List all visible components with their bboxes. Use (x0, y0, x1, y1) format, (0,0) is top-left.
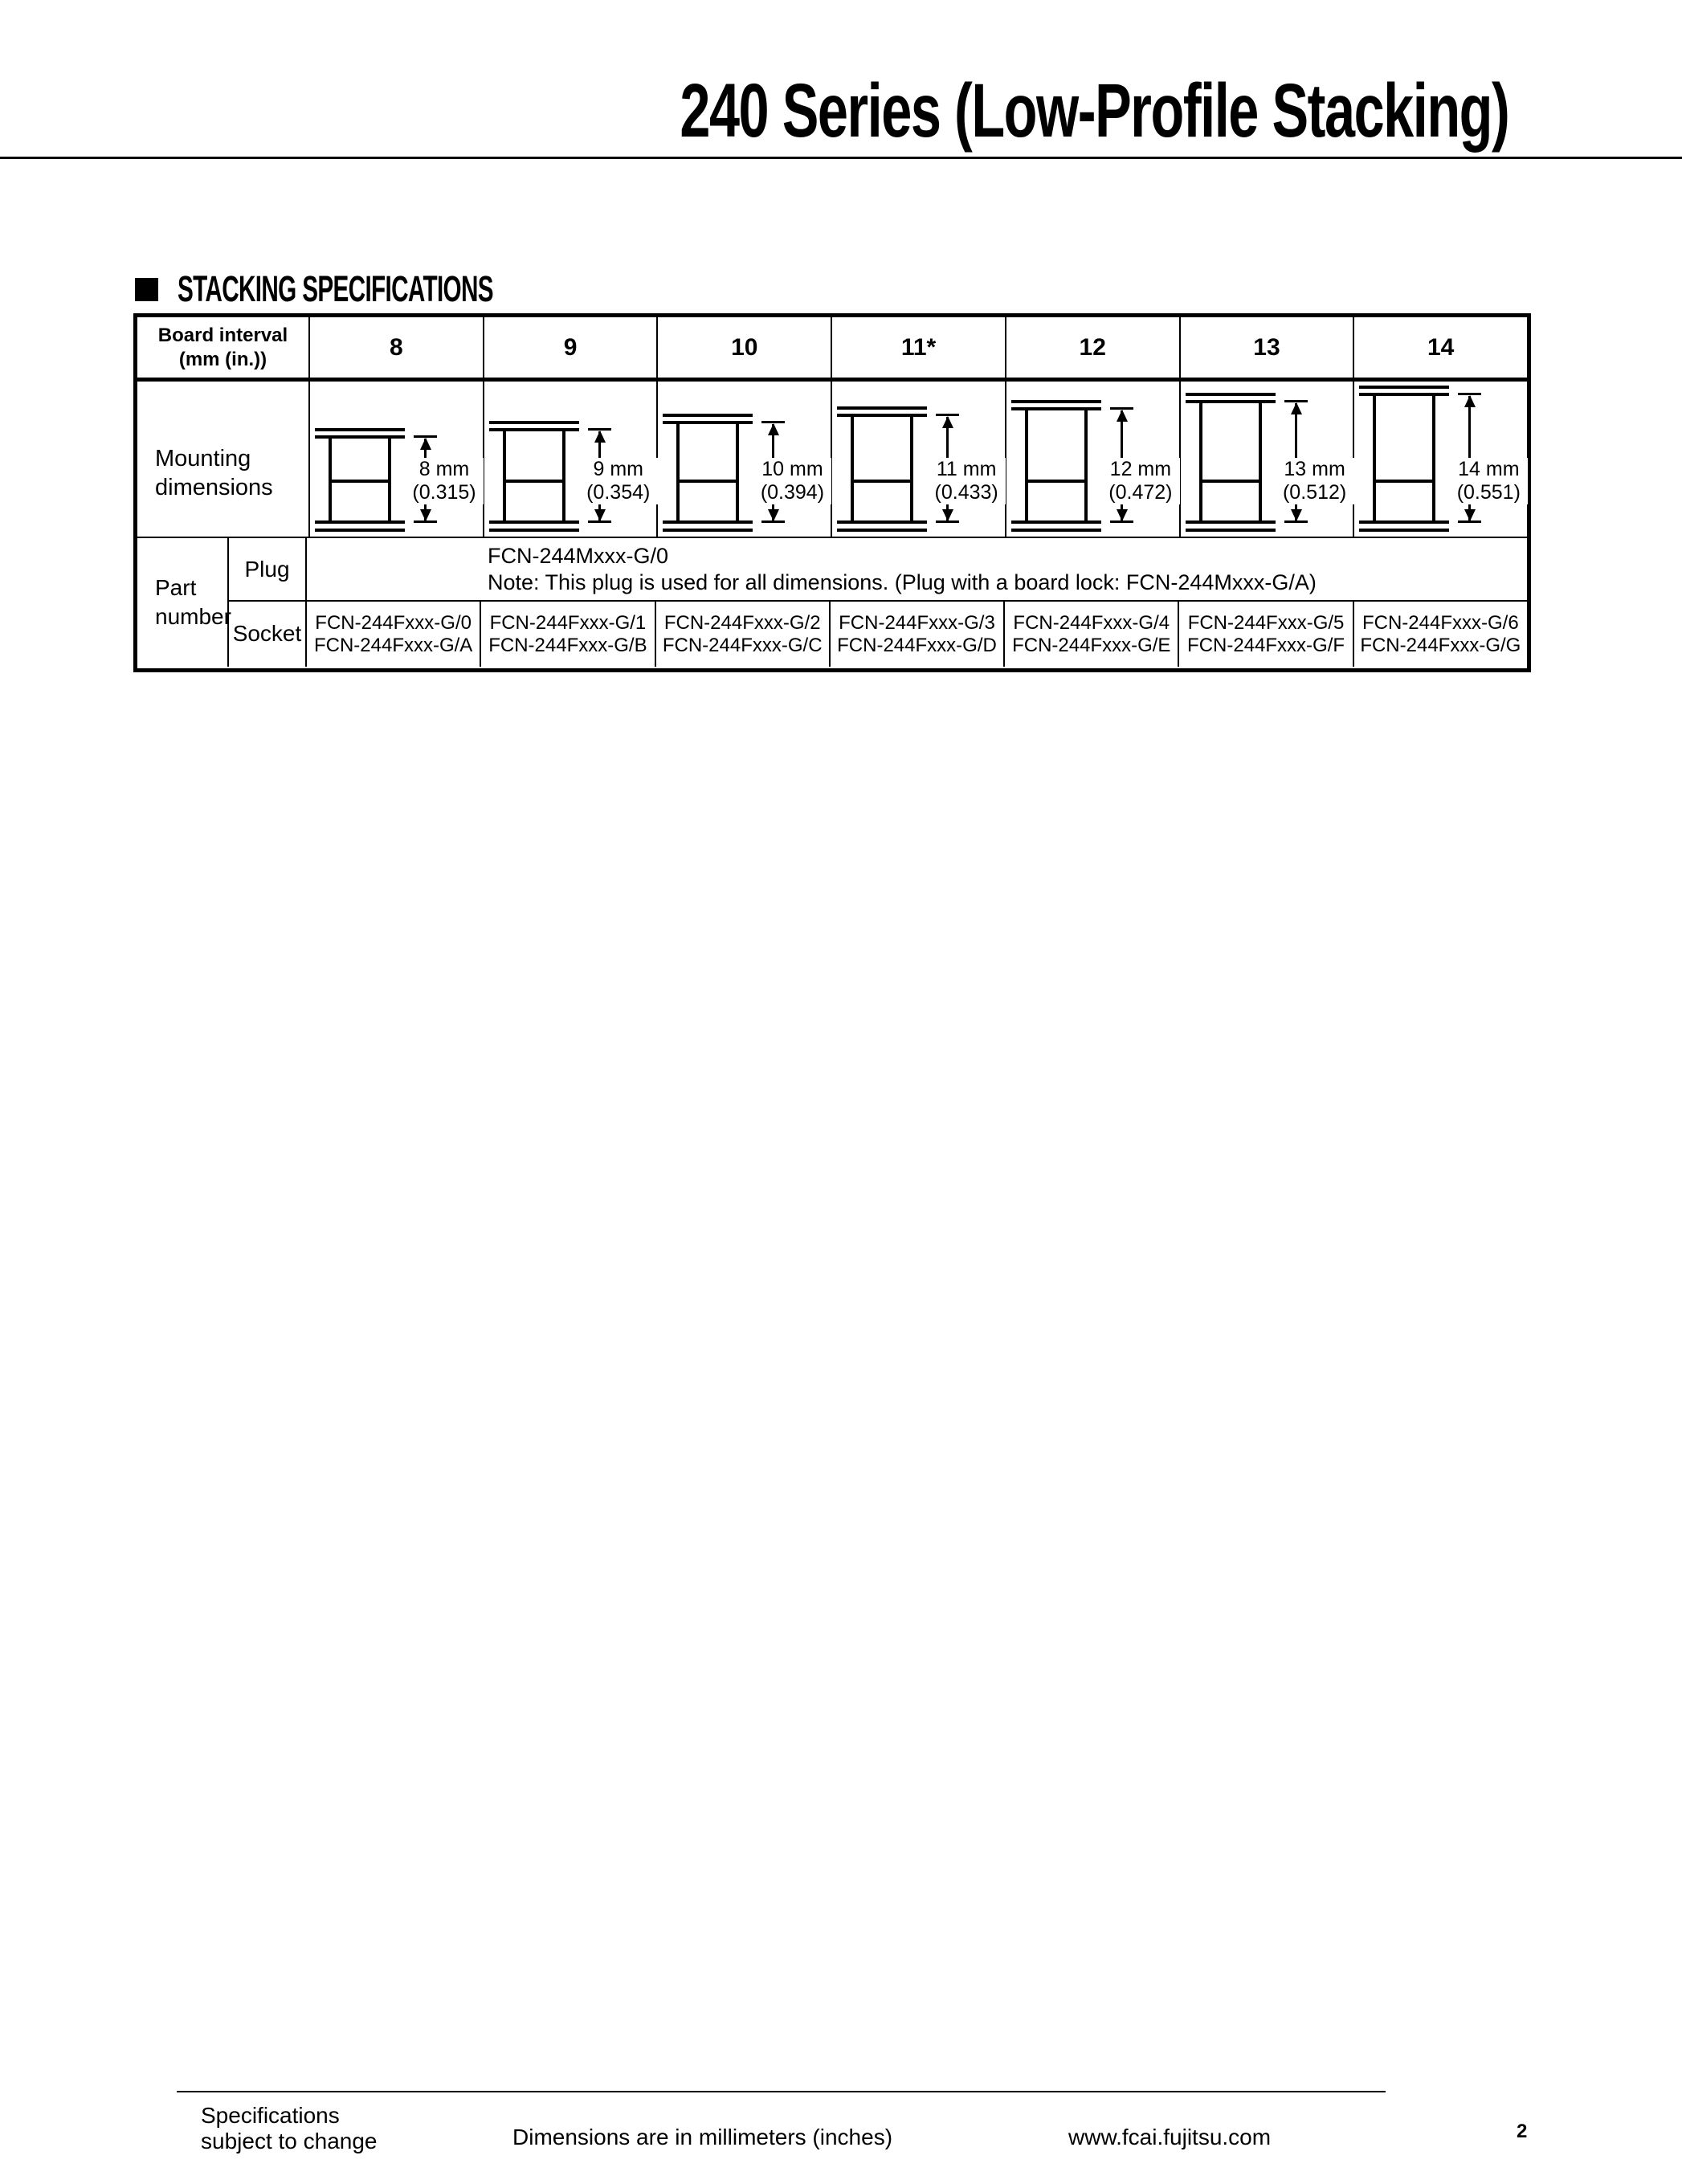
dimension-mm: 10 mm (761, 458, 823, 480)
connector-mating-line (503, 480, 565, 483)
bottom-board-line (663, 529, 753, 532)
mounting-diagram-13mm (1181, 382, 1355, 537)
top-board-line (1011, 400, 1101, 403)
dimension-mm: 9 mm (593, 458, 643, 480)
mounting-dimensions-row (137, 382, 1527, 538)
footer-disclaimer-line2: subject to change (201, 2129, 378, 2153)
top-board-line (1186, 393, 1276, 396)
connector-side (503, 431, 506, 520)
section-heading-text: STACKING SPECIFICATIONS (178, 268, 493, 309)
mounting-diagram-9mm (484, 382, 659, 537)
socket-row-label: Socket (232, 620, 302, 646)
bottom-board-line (1359, 529, 1449, 532)
part-number-rows (137, 538, 1527, 667)
dimension-mm: 13 mm (1284, 458, 1345, 480)
mounting-dimensions-label-cell (137, 382, 310, 537)
arrow-up-icon (1117, 410, 1128, 422)
dimension-inch: (0.472) (1108, 481, 1173, 504)
footer-divider (177, 2091, 1386, 2092)
dimension-label (753, 458, 831, 504)
bottom-board-line (489, 529, 579, 532)
title-divider (0, 157, 1682, 159)
socket-part-number-cell-8mm (307, 602, 481, 667)
section-heading (135, 268, 655, 310)
dimension-inch: (0.433) (934, 481, 998, 504)
socket-part-number: FCN-244Fxxx-G/G (1360, 634, 1521, 656)
dimension-mm: 8 mm (418, 458, 470, 480)
socket-part-number-cell-14mm (1354, 602, 1527, 667)
bottom-board-line (1011, 520, 1101, 524)
footer-dimensions-note: Dimensions are in millimeters (inches) (512, 2125, 893, 2149)
socket-part-number-cell-12mm (1005, 602, 1179, 667)
part-number-label-cell (137, 538, 229, 667)
socket-part-number: FCN-244Fxxx-G/6 (1362, 611, 1519, 634)
connector-side (851, 417, 854, 520)
arrow-down-icon (1117, 509, 1128, 521)
plug-part-number-cell (307, 538, 1527, 602)
dimension-inch: (0.512) (1282, 481, 1347, 504)
mounting-diagram-14mm (1354, 382, 1527, 537)
square-bullet-icon (135, 278, 158, 301)
bottom-board-line (1186, 529, 1276, 532)
stacking-specifications-table (133, 313, 1531, 672)
bottom-board-line (1186, 520, 1276, 524)
plug-socket-label-column (229, 538, 307, 667)
connector-mating-line (676, 480, 739, 483)
dimension-inch: (0.354) (586, 481, 651, 504)
table-header-row (137, 317, 1527, 382)
connector-side (736, 424, 739, 520)
top-board-line (837, 406, 927, 410)
socket-part-number-cell-13mm (1179, 602, 1353, 667)
bottom-board-line (1011, 529, 1101, 532)
column-header-13: 13 (1181, 317, 1355, 378)
mounting-label-line2: dimensions (155, 475, 273, 500)
arrow-down-icon (1464, 509, 1476, 521)
socket-part-number-cell-9mm (481, 602, 655, 667)
arrow-down-icon (594, 509, 606, 521)
connector-mating-line (851, 480, 913, 483)
connector-side (676, 424, 680, 520)
socket-part-number-cell-11mm (831, 602, 1005, 667)
column-header-11: 11* (832, 317, 1006, 378)
connector-mating-line (329, 480, 391, 483)
arrow-up-icon (1464, 395, 1476, 407)
dimension-label (405, 458, 484, 504)
board-interval-label-line1: Board interval (157, 324, 288, 346)
socket-part-number: FCN-244Fxxx-G/A (313, 634, 473, 656)
footer-website: www.fcai.fujitsu.com (1068, 2125, 1272, 2149)
plug-note: Note: This plug is used for all dimensions. (Plug with a board lock: FCN-244Mxxx-G/A) (488, 569, 1317, 594)
arrow-up-icon (594, 431, 606, 443)
connector-mating-line (1199, 480, 1262, 483)
top-board-line (1359, 386, 1449, 389)
board-interval-header-cell (137, 317, 310, 378)
dimension-inch: (0.315) (412, 481, 476, 504)
arrow-down-icon (420, 509, 431, 521)
dimension-mm: 11 mm (936, 458, 997, 480)
connector-side (1373, 396, 1376, 520)
dimension-mm: 14 mm (1458, 458, 1520, 480)
dimension-label (1101, 458, 1180, 504)
column-header-8: 8 (310, 317, 484, 378)
dimension-inch: (0.551) (1456, 481, 1521, 504)
plug-row-label: Plug (229, 538, 305, 602)
mounting-diagram-10mm (658, 382, 832, 537)
plug-part-number: FCN-244Mxxx-G/0 (488, 543, 669, 568)
column-header-12: 12 (1006, 317, 1181, 378)
mounting-diagram-11mm (832, 382, 1006, 537)
mounting-label-line1: Mounting (155, 446, 251, 471)
socket-part-number: FCN-244Fxxx-G/4 (1013, 611, 1170, 634)
connector-side (1199, 403, 1202, 520)
top-board-line (315, 428, 405, 431)
dimension-label (1276, 458, 1354, 504)
connector-side (1025, 410, 1028, 520)
mounting-diagram-12mm (1006, 382, 1181, 537)
bottom-board-line (1359, 520, 1449, 524)
part-number-label-line2: number (155, 604, 231, 629)
board-interval-label-line2: (mm (in.)) (178, 348, 267, 370)
page-number: 2 (1517, 2121, 1528, 2142)
mounting-diagram-8mm (310, 382, 484, 537)
footer-disclaimer (201, 2103, 378, 2154)
connector-mating-line (1025, 480, 1088, 483)
dimension-label (579, 458, 658, 504)
socket-part-number: FCN-244Fxxx-G/B (488, 634, 647, 656)
dimension-inch: (0.394) (760, 481, 825, 504)
arrow-up-icon (420, 438, 431, 450)
arrow-down-icon (942, 509, 953, 521)
bottom-board-line (315, 520, 405, 524)
connector-side (1432, 396, 1435, 520)
bottom-board-line (837, 520, 927, 524)
arrow-up-icon (768, 423, 779, 435)
arrow-down-icon (1291, 509, 1302, 521)
bottom-board-line (489, 520, 579, 524)
socket-part-number: FCN-244Fxxx-G/5 (1187, 611, 1345, 634)
socket-part-number: FCN-244Fxxx-G/3 (839, 611, 995, 634)
column-header-14: 14 (1427, 333, 1455, 361)
dimension-mm: 12 mm (1109, 458, 1172, 480)
part-number-content (307, 538, 1527, 667)
top-board-line (489, 421, 579, 424)
page-title: 240 Series (Low-Profile Stacking) (679, 68, 1508, 153)
socket-part-number-cell-10mm (656, 602, 831, 667)
bottom-board-line (663, 520, 753, 524)
socket-part-number: FCN-244Fxxx-G/F (1187, 634, 1345, 656)
connector-side (910, 417, 913, 520)
dimension-label (1449, 458, 1528, 504)
socket-part-number: FCN-244Fxxx-G/1 (489, 611, 647, 634)
arrow-down-icon (768, 509, 779, 521)
dimension-label (927, 458, 1006, 504)
connector-side (562, 431, 565, 520)
arrow-up-icon (1291, 402, 1302, 414)
connector-side (1259, 403, 1262, 520)
socket-part-number: FCN-244Fxxx-G/C (662, 634, 823, 656)
arrow-up-icon (942, 416, 953, 428)
socket-part-number: FCN-244Fxxx-G/D (837, 634, 997, 656)
bottom-board-line (837, 529, 927, 532)
part-number-label-line1: Part (155, 575, 197, 600)
top-board-line (663, 414, 753, 417)
column-header-9: 9 (484, 317, 659, 378)
bottom-board-line (315, 529, 405, 532)
connector-side (1084, 410, 1088, 520)
socket-part-number: FCN-244Fxxx-G/E (1012, 634, 1171, 656)
footer-disclaimer-line1: Specifications (201, 2103, 340, 2128)
socket-part-number: FCN-244Fxxx-G/2 (663, 611, 821, 634)
socket-part-number: FCN-244Fxxx-G/0 (315, 611, 472, 634)
column-header-10: 10 (658, 317, 832, 378)
connector-mating-line (1373, 480, 1435, 483)
socket-row (307, 602, 1527, 667)
